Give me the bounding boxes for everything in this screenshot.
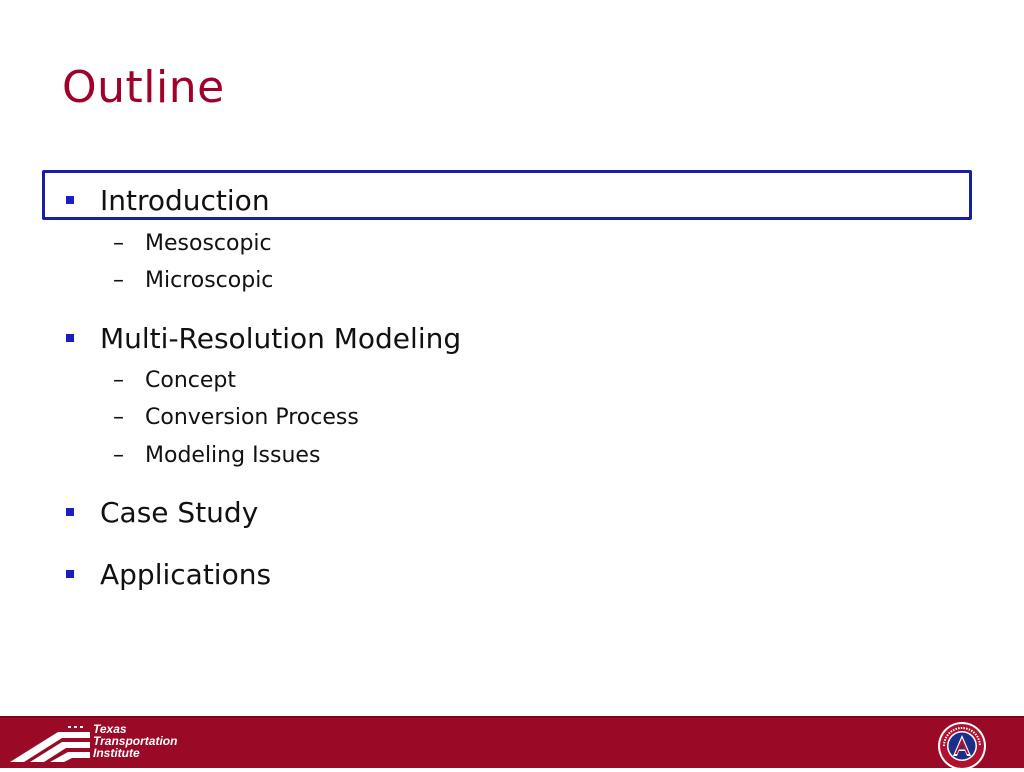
tti-road-logo-icon bbox=[10, 724, 90, 764]
outline-item-label: Case Study bbox=[100, 496, 259, 529]
outline-subitem-label: Conversion Process bbox=[145, 405, 359, 430]
dash-bullet: – bbox=[113, 443, 124, 468]
tti-wordmark-line: Transportation bbox=[93, 734, 178, 748]
slide-title: Outline bbox=[62, 62, 225, 113]
dash-bullet: – bbox=[113, 368, 124, 393]
outline-subitem-label: Modeling Issues bbox=[145, 443, 321, 468]
square-bullet-icon bbox=[66, 570, 74, 578]
tti-wordmark-line: Texas bbox=[93, 722, 127, 736]
tti-wordmark bbox=[93, 723, 177, 759]
outline-item-label: Applications bbox=[100, 558, 272, 591]
outline-item-label: Multi-Resolution Modeling bbox=[100, 322, 462, 355]
square-bullet-icon bbox=[66, 334, 74, 342]
footer-bar bbox=[0, 716, 1024, 768]
dash-bullet: – bbox=[113, 268, 124, 293]
dash-bullet: – bbox=[113, 231, 124, 256]
outline-subitem-label: Mesoscopic bbox=[145, 231, 272, 256]
university-of-arizona-seal-icon bbox=[936, 720, 988, 772]
dash-bullet: – bbox=[113, 405, 124, 430]
square-bullet-icon bbox=[66, 508, 74, 516]
outline-subitem-label: Concept bbox=[145, 368, 236, 393]
outline-subitem-label: Microscopic bbox=[145, 268, 274, 293]
square-bullet-icon bbox=[66, 196, 74, 204]
outline-item-label: Introduction bbox=[100, 184, 270, 217]
tti-wordmark-line: Institute bbox=[93, 746, 140, 760]
